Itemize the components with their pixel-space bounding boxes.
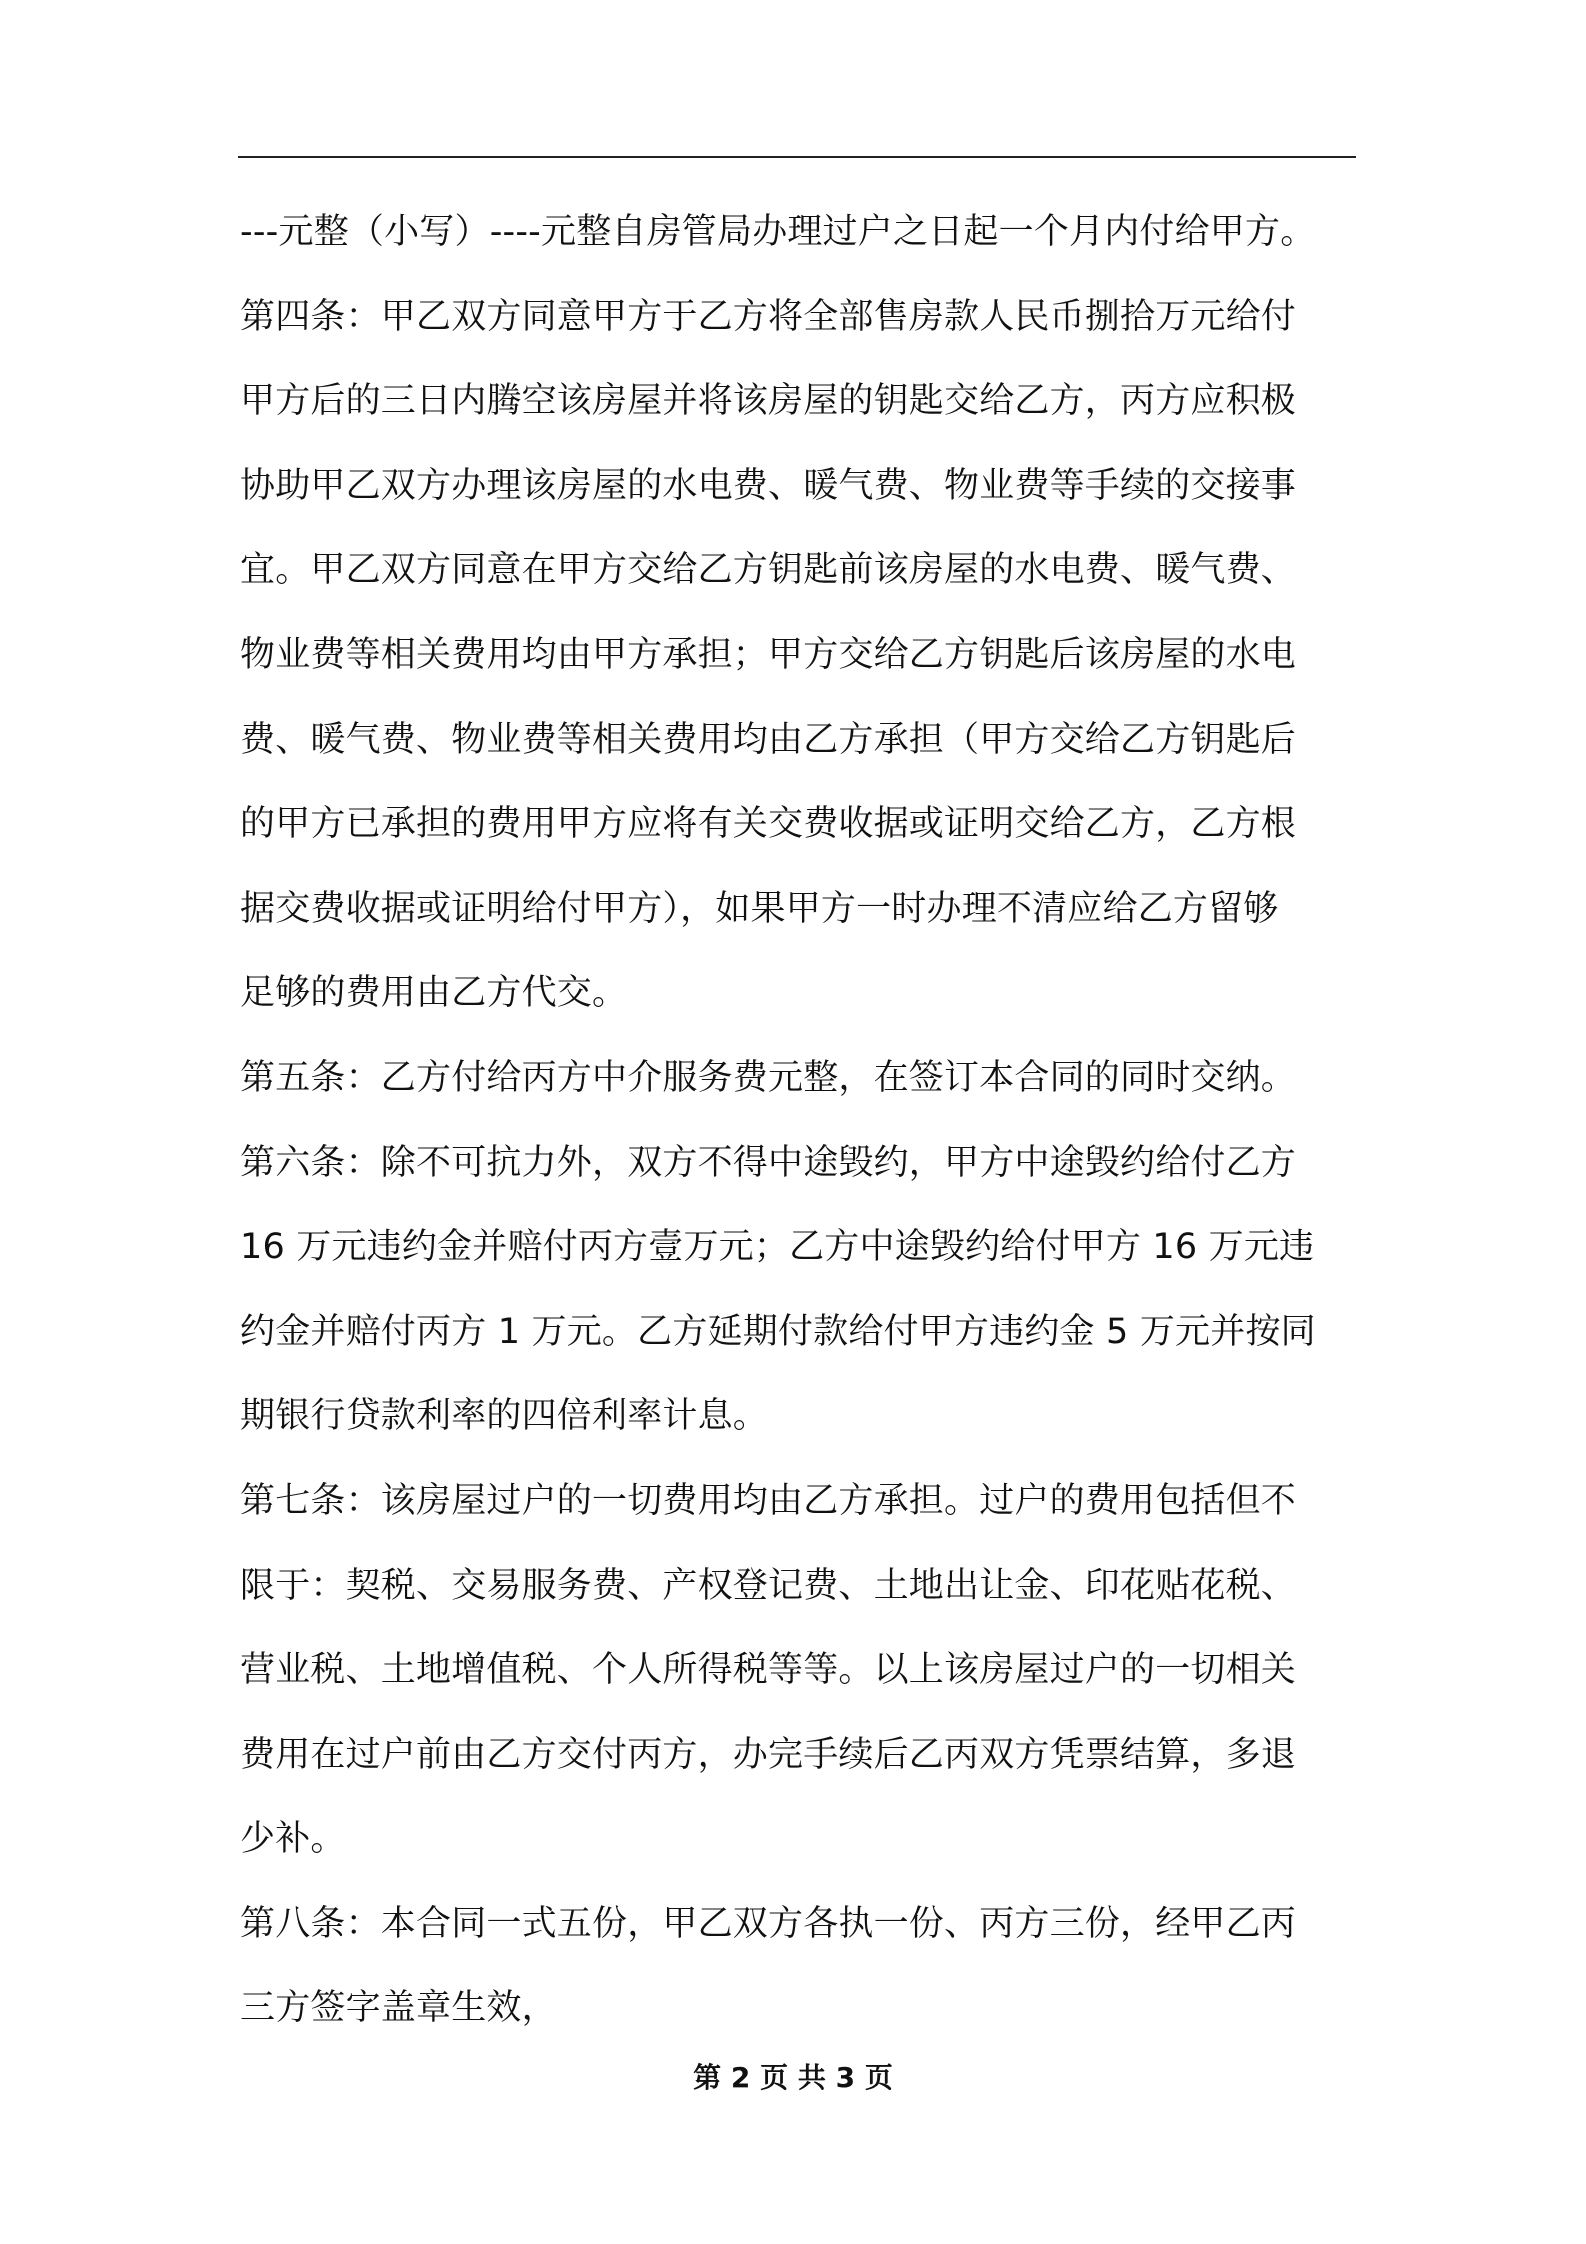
text-line: 协助甲乙双方办理该房屋的水电费、暖气费、物业费等手续的交接事 <box>240 465 1297 506</box>
header-divider <box>238 156 1356 158</box>
text-line: 第六条：除不可抗力外，双方不得中途毁约，甲方中途毁约给付乙方 <box>240 1142 1297 1183</box>
text-line: 第七条：该房屋过户的一切费用均由乙方承担。过户的费用包括但不 <box>240 1480 1297 1521</box>
text-line: 营业税、土地增值税、个人所得税等等。以上该房屋过户的一切相关 <box>240 1650 1297 1691</box>
text-line: 少补。 <box>240 1819 346 1860</box>
text-line: 第四条：甲乙双方同意甲方于乙方将全部售房款人民币捌拾万元给付 <box>240 296 1297 337</box>
text-line: 费用在过户前由乙方交付丙方，办完手续后乙丙双方凭票结算，多退 <box>240 1734 1297 1775</box>
text-line: 16 万元违约金并赔付丙方壹万元；乙方中途毁约给付甲方 16 万元违 <box>240 1227 1315 1268</box>
text-line: 足够的费用由乙方代交。 <box>240 973 628 1014</box>
text-line: 费、暖气费、物业费等相关费用均由乙方承担（甲方交给乙方钥匙后 <box>240 719 1297 760</box>
text-line: 第八条：本合同一式五份，甲乙双方各执一份、丙方三份，经甲乙丙 <box>240 1903 1297 1944</box>
page-number: 第 2 页 共 3 页 <box>693 2061 893 2094</box>
text-line: 物业费等相关费用均由甲方承担；甲方交给乙方钥匙后该房屋的水电 <box>240 634 1297 675</box>
text-line: 甲方后的三日内腾空该房屋并将该房屋的钥匙交给乙方，丙方应积极 <box>240 381 1297 422</box>
text-line: 约金并赔付丙方 1 万元。乙方延期付款给付甲方违约金 5 万元并按同 <box>240 1311 1316 1352</box>
text-line: 限于：契税、交易服务费、产权登记费、土地出让金、印花贴花税、 <box>240 1565 1297 1606</box>
text-line: 三方签字盖章生效， <box>240 1988 557 2029</box>
text-line: 据交费收据或证明给付甲方），如果甲方一时办理不清应给乙方留够 <box>240 888 1279 929</box>
text-line: 第五条：乙方付给丙方中介服务费元整，在签订本合同的同时交纳。 <box>240 1057 1297 1098</box>
text-line: ---元整（小写）----元整自房管局办理过户之日起一个月内付给甲方。 <box>240 212 1316 252</box>
contract-body <box>240 190 1380 2051</box>
text-line: 期银行贷款利率的四倍利率计息。 <box>240 1396 769 1437</box>
text-line: 的甲方已承担的费用甲方应将有关交费收据或证明交给乙方，乙方根 <box>240 804 1297 845</box>
text-line: 宜。甲乙双方同意在甲方交给乙方钥匙前该房屋的水电费、暖气费、 <box>240 550 1297 591</box>
